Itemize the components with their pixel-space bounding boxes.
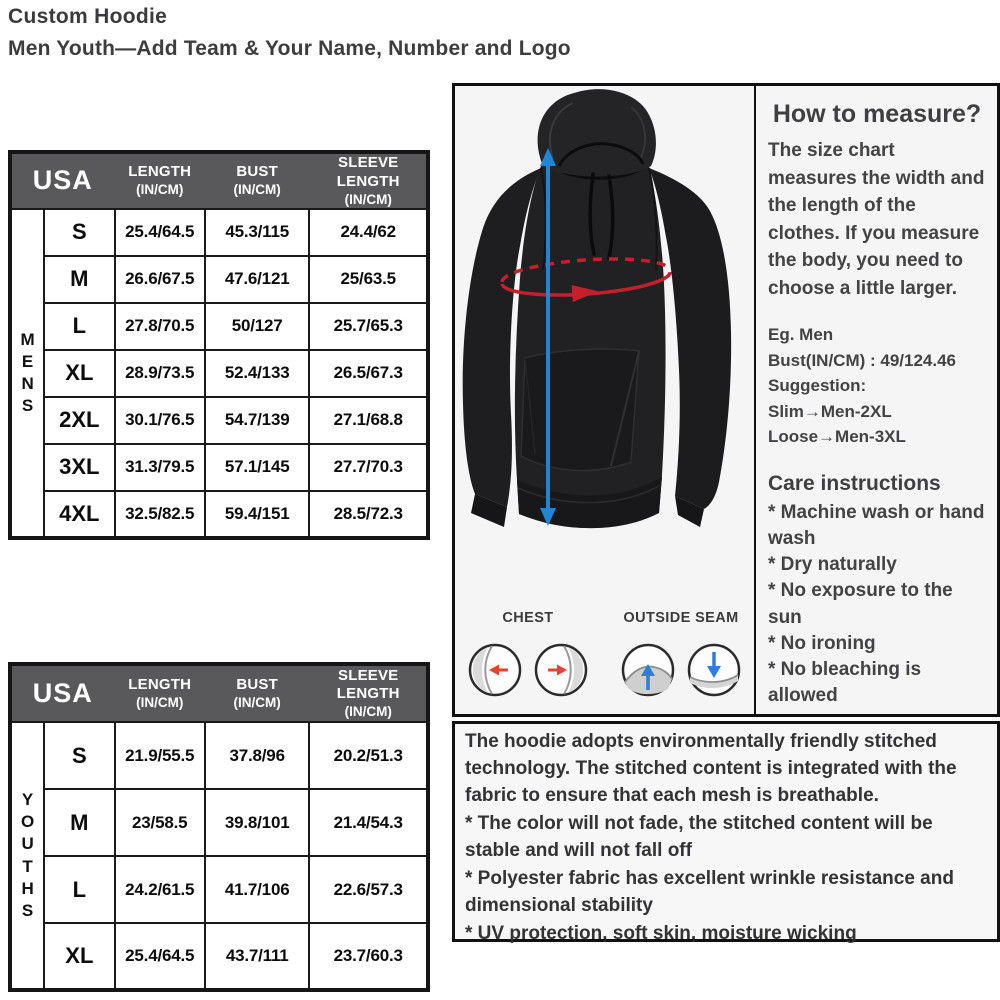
table-row: [10, 491, 428, 538]
care-instructions: [768, 472, 986, 710]
how-to-measure-heading: How to measure?: [772, 100, 982, 128]
length-header-name: LENGTH: [128, 163, 192, 181]
hoodie-image-panel: [455, 86, 756, 714]
youths-size-chart: [8, 662, 430, 992]
bust-cell: 39.8/101: [205, 789, 309, 856]
table-row: [10, 444, 428, 491]
bust-cell: 47.6/121: [205, 256, 309, 303]
hoodie-product-image: [455, 86, 756, 606]
bust-cell: 57.1/145: [205, 444, 309, 491]
chest-arrow-right-icon: [533, 642, 589, 698]
table-row: [10, 722, 428, 789]
sleeve-cell: 27.1/68.8: [309, 397, 428, 444]
sleeve-header-name: SLEEVE LENGTH: [336, 666, 400, 703]
sleeve-cell: 24.4/62: [309, 209, 428, 256]
care-item: * No exposure to the sun: [768, 580, 953, 628]
example-line: Slim→Men-2XL: [768, 401, 892, 421]
usa-header: USA: [10, 664, 115, 722]
length-cell: 28.9/73.5: [115, 350, 205, 397]
outside-seam-label: OUTSIDE SEAM: [623, 610, 739, 626]
table-row: [10, 303, 428, 350]
how-to-measure-body: The size chart measures the width and the length of the clothes. If you measure the body, you need to choose a little larger.: [768, 140, 985, 299]
bust-cell: 37.8/96: [205, 722, 309, 789]
outside-seam-icons: [620, 642, 742, 698]
sleeve-cell: 25.7/65.3: [309, 303, 428, 350]
chest-arrow-left-icon: [467, 642, 523, 698]
chest-icons: [467, 642, 589, 698]
bust-cell: 52.4/133: [205, 350, 309, 397]
page-title: Custom Hoodie: [8, 5, 168, 28]
table-row: [10, 923, 428, 990]
size-cell: L: [44, 856, 114, 923]
usa-header: USA: [10, 152, 115, 209]
sleeve-cell: 27.7/70.3: [309, 444, 428, 491]
care-instructions-heading: Care instructions: [768, 471, 941, 495]
care-item: * No ironing: [768, 632, 876, 654]
youths-chart-header-row: [10, 664, 428, 722]
sleeve-header-unit: (IN/CM): [344, 191, 392, 207]
outside-seam-legend-block: [620, 610, 742, 698]
bust-header-unit: (IN/CM): [233, 182, 281, 198]
chest-legend-block: [467, 610, 589, 698]
length-cell: 27.8/70.5: [115, 303, 205, 350]
example-line: Bust(IN/CM) : 49/124.46: [768, 350, 956, 370]
size-cell: 2XL: [44, 397, 114, 444]
length-cell: 23/58.5: [115, 789, 205, 856]
description-paragraph: * UV protection, soft skin, moisture wicking: [465, 922, 857, 944]
size-cell: XL: [44, 350, 114, 397]
size-cell: S: [44, 209, 114, 256]
table-row: [10, 209, 428, 256]
product-description-box: [452, 721, 1000, 942]
size-cell: S: [44, 722, 114, 789]
bust-cell: 45.3/115: [205, 209, 309, 256]
table-row: [10, 789, 428, 856]
length-cell: 25.4/64.5: [115, 209, 205, 256]
description-paragraph: The hoodie adopts environmentally friendly stitched technology. The stitched content is integrated with the fabric to ensure that each mesh is breathable.: [465, 731, 957, 806]
product-info-panel: [452, 83, 1000, 717]
description-paragraph: * The color will not fade, the stitched content will be stable and will not fall off: [465, 812, 933, 861]
sleeve-header: [309, 152, 428, 209]
length-cell: 32.5/82.5: [115, 491, 205, 538]
sizing-example: [768, 322, 986, 450]
table-row: [10, 856, 428, 923]
sleeve-cell: 23.7/60.3: [309, 923, 428, 990]
seam-arrow-down-icon: [686, 642, 742, 698]
example-line: Suggestion:: [768, 376, 867, 396]
bust-cell: 50/127: [205, 303, 309, 350]
bust-cell: 41.7/106: [205, 856, 309, 923]
table-row: [10, 350, 428, 397]
bust-header: [205, 152, 309, 209]
bust-cell: 59.4/151: [205, 491, 309, 538]
example-line: Eg. Men: [768, 325, 834, 345]
mens-group-label: MENS: [10, 209, 44, 538]
care-item: * Dry naturally: [768, 554, 897, 576]
sleeve-cell: 20.2/51.3: [309, 722, 428, 789]
length-cell: 26.6/67.5: [115, 256, 205, 303]
size-cell: M: [44, 789, 114, 856]
length-cell: 30.1/76.5: [115, 397, 205, 444]
table-row: [10, 256, 428, 303]
length-cell: 31.3/79.5: [115, 444, 205, 491]
care-item: * Machine wash or hand wash: [768, 501, 985, 549]
length-header-unit: (IN/CM): [136, 694, 184, 710]
care-item: * No bleaching is allowed: [768, 659, 922, 707]
length-cell: 21.9/55.5: [115, 722, 205, 789]
sleeve-cell: 25/63.5: [309, 256, 428, 303]
mens-size-chart: [8, 150, 430, 540]
bust-header-unit: (IN/CM): [233, 694, 281, 710]
measure-icon-legend: [455, 610, 754, 698]
length-header-name: LENGTH: [128, 676, 192, 694]
bust-header: [205, 664, 309, 722]
bust-cell: 54.7/139: [205, 397, 309, 444]
sleeve-header-unit: (IN/CM): [344, 704, 392, 720]
seam-arrow-up-icon: [620, 642, 676, 698]
table-row: [10, 397, 428, 444]
length-cell: 25.4/64.5: [115, 923, 205, 990]
length-cell: 24.2/61.5: [115, 856, 205, 923]
sleeve-cell: 22.6/57.3: [309, 856, 428, 923]
description-paragraph: * Polyester fabric has excellent wrinkle resistance and dimensional stability: [465, 867, 954, 916]
bust-header-name: BUST: [236, 676, 278, 694]
sleeve-cell: 21.4/54.3: [309, 789, 428, 856]
size-cell: 3XL: [44, 444, 114, 491]
size-cell: 4XL: [44, 491, 114, 538]
length-header-unit: (IN/CM): [136, 182, 184, 198]
sleeve-cell: 28.5/72.3: [309, 491, 428, 538]
size-cell: XL: [44, 923, 114, 990]
how-to-measure-panel: [756, 86, 997, 714]
sleeve-cell: 26.5/67.3: [309, 350, 428, 397]
size-cell: L: [44, 303, 114, 350]
sleeve-header-name: SLEEVE LENGTH: [336, 154, 400, 190]
sleeve-header: [309, 664, 428, 722]
mens-chart-header-row: [10, 152, 428, 209]
chest-measure-label: CHEST: [502, 610, 554, 626]
bust-header-name: BUST: [236, 163, 278, 181]
youths-group-label: YOUTHS: [10, 722, 44, 990]
bust-cell: 43.7/111: [205, 923, 309, 990]
length-header: [115, 152, 205, 209]
length-header: [115, 664, 205, 722]
example-line: Loose→Men-3XL: [768, 427, 906, 447]
page-subtitle: Men Youth—Add Team & Your Name, Number and Logo: [8, 37, 571, 60]
size-cell: M: [44, 256, 114, 303]
